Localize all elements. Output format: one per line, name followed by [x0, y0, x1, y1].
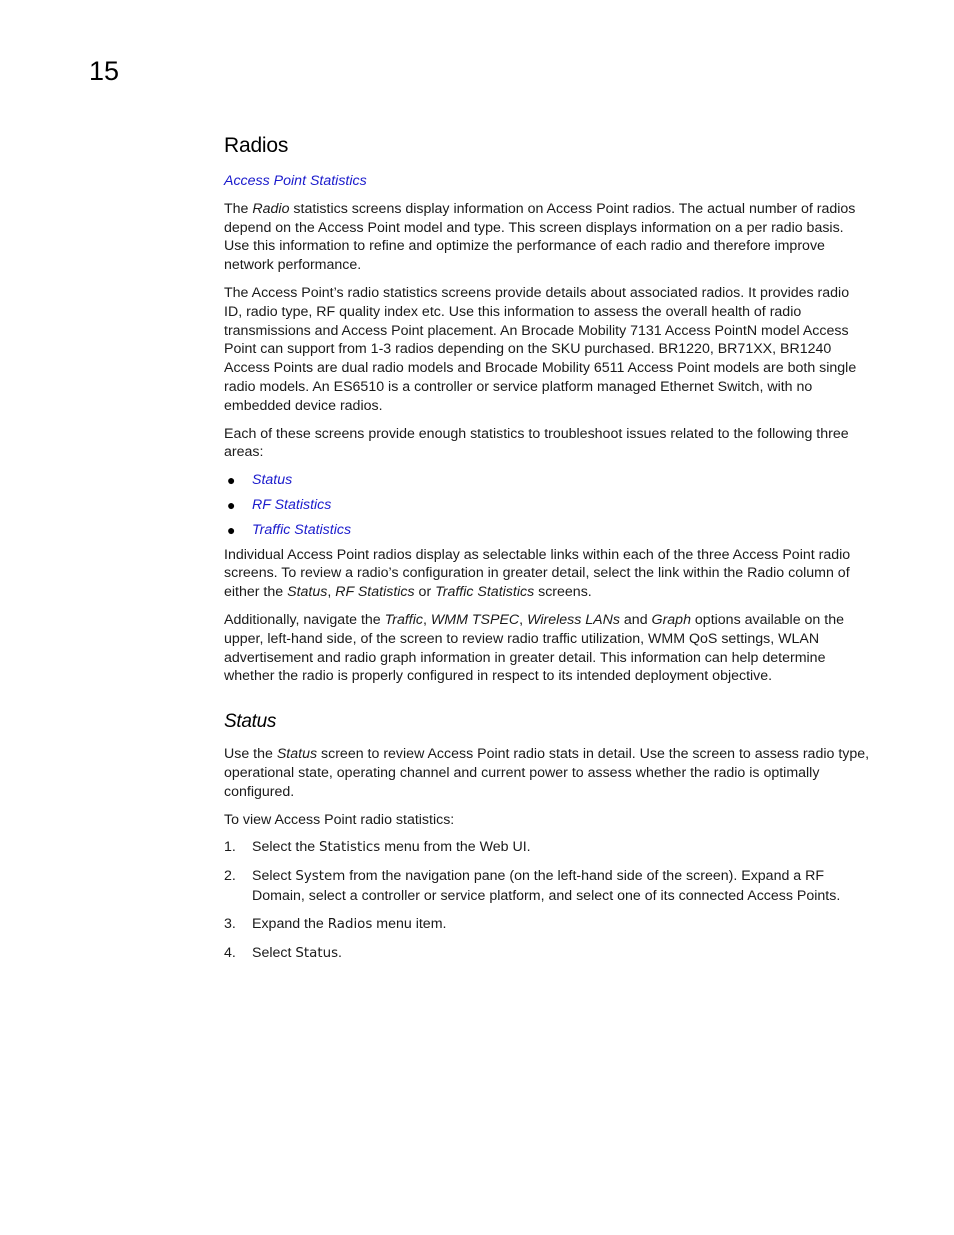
ui-label: Status: [295, 945, 339, 961]
intro-paragraph-2: The Access Point’s radio statistics screens provide details about associated radios. It provides radio ID, radio type, RF quality index etc. Use this information to assess the overall health of radio transmissions and Access Point placement. An Brocade Mobility 7131 Access PointN model Access Point can support from 1-3 radios depending on the SKU purchased. BR1220, BR71XX, BR1240 Access Points are dual radio models and Brocade Mobility 6511 Access Point models are both single radio models. An ES6510 is a controller or service platform managed Ethernet Switch, with no embedded device radios.: [224, 284, 857, 414]
steps-intro: To view Access Point radio statistics:: [224, 811, 455, 828]
page-content: [224, 132, 870, 972]
status-paragraph: Use the Status screen to review Access Point radio stats in detail. Use the screen to assess radio type, operational state, operating channel and current power to assess whether the radio is optimally configured.: [224, 746, 870, 800]
rf-statistics-link[interactable]: RF Statistics: [252, 496, 332, 513]
intro-paragraph-1: The Radio statistics screens display information on Access Point radios. The actual number of radios depend on the Access Point model and type. This screen displays information on a per radio basis. Use this information to refine and optimize the performance of each radio and therefore improve network performance.: [224, 200, 856, 274]
topic-links-list: [224, 471, 870, 539]
traffic-statistics-link[interactable]: Traffic Statistics: [252, 521, 352, 538]
ui-label: Radios: [327, 916, 373, 932]
list-item: 3. Expand the Radios menu item.: [224, 915, 447, 932]
bullet-icon: ●: [227, 521, 236, 538]
list-item: 4. Select Status.: [224, 944, 342, 961]
list-item: 2. Select System from the navigation pane (on the left-hand side of the screen). Expand a RF Domain, select a controller or service platform, and select one of its connected Access Points.: [224, 868, 841, 904]
status-link[interactable]: Status: [252, 472, 293, 489]
paragraph-5: Additionally, navigate the Traffic, WMM TSPEC, Wireless LANs and Graph options available on the upper, left-hand side, of the screen to review radio traffic utilization, WMM QoS settings, WLAN advertisement and radio graph information in greater detail. This information can help determine whether the radio is properly configured in respect to its intended deployment objective.: [224, 611, 844, 685]
list-item: 1. Select the Statistics menu from the Web UI.: [224, 839, 531, 856]
list-item: [224, 471, 870, 490]
bullet-icon: ●: [227, 496, 236, 513]
chapter-number: 15: [89, 56, 120, 86]
procedure-steps: [224, 838, 870, 963]
ui-label: System: [295, 869, 346, 885]
paragraph-4: Individual Access Point radios display as selectable links within each of the three Access Point radio screens. To review a radio’s configuration in greater detail, select the link within the Radio column of either the Status, RF Statistics or Traffic Statistics screens.: [224, 546, 851, 601]
list-item: [224, 496, 870, 515]
subsection-title: Status: [224, 711, 277, 733]
cross-reference-link[interactable]: Access Point Statistics: [224, 173, 367, 189]
bullet-icon: ●: [227, 472, 236, 489]
intro-paragraph-3: Each of these screens provide enough statistics to troubleshoot issues related to the following three areas:: [224, 425, 849, 461]
ui-label: Statistics: [319, 840, 381, 856]
section-title: Radios: [224, 134, 289, 157]
list-item: [224, 521, 870, 540]
